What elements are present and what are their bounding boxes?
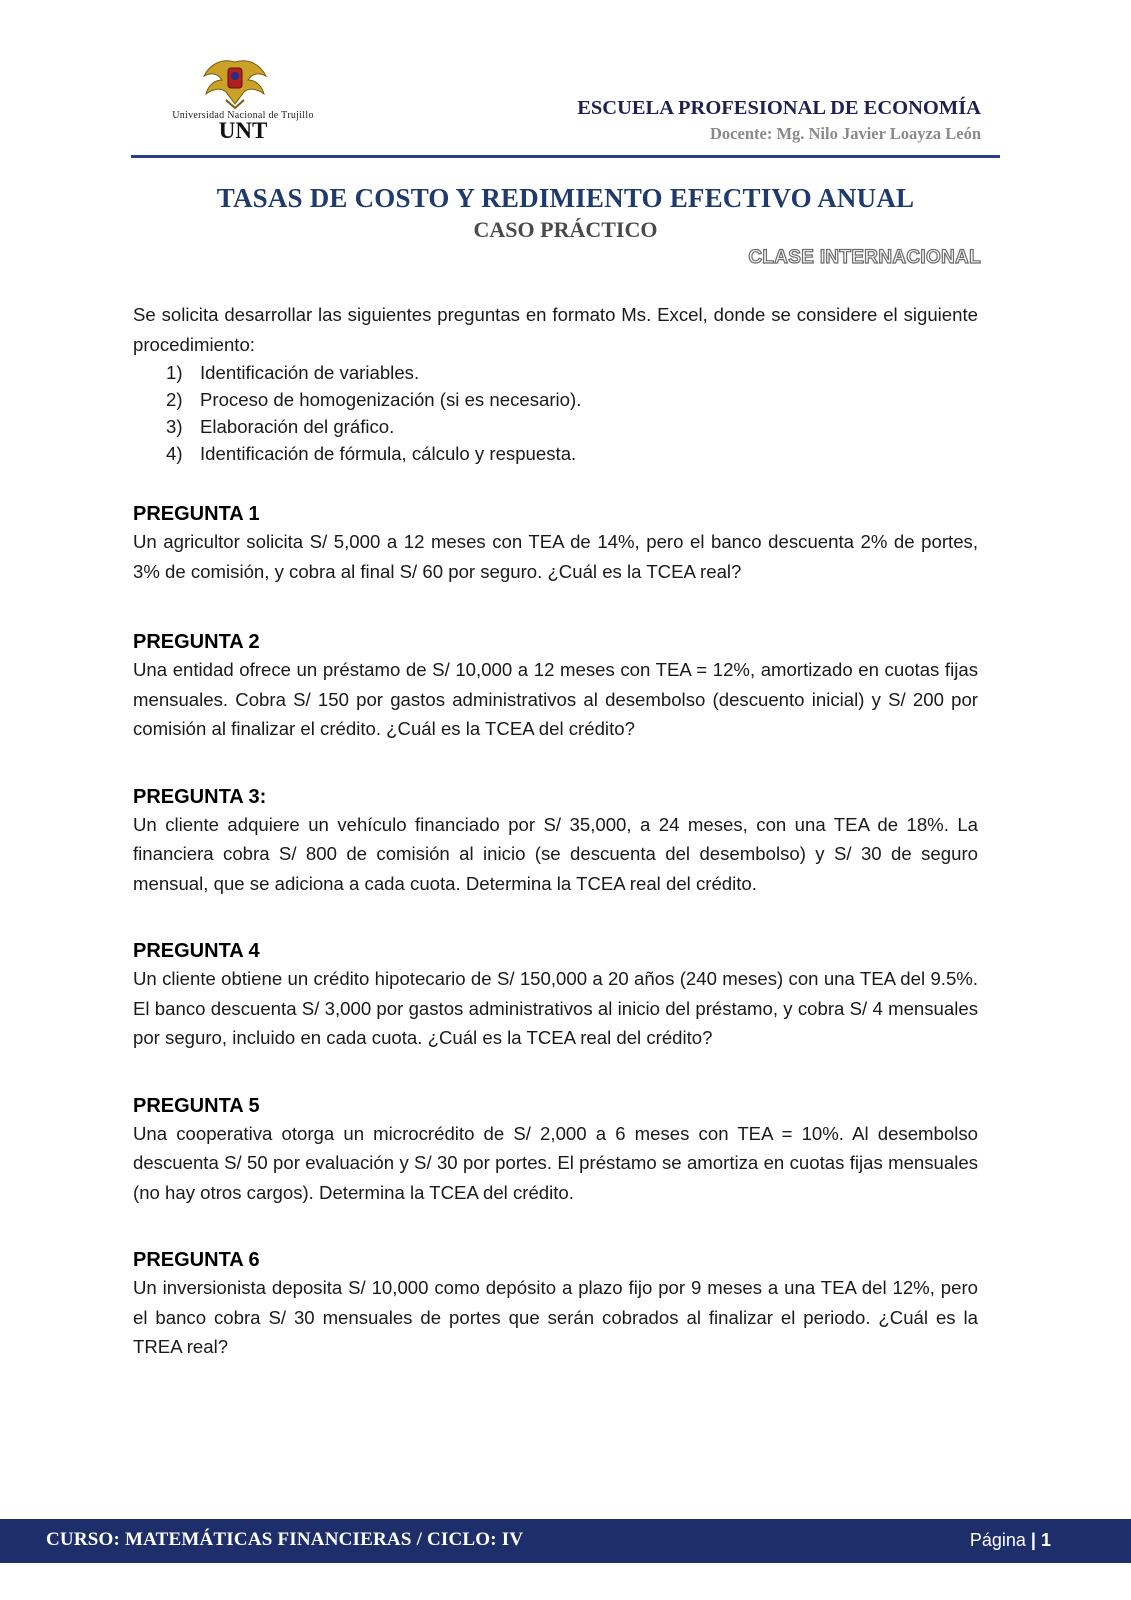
university-logo (148, 56, 338, 146)
procedure-step: 3) Elaboración del gráfico. (166, 416, 395, 437)
page-separator: | (1030, 1530, 1036, 1550)
question-4 (133, 938, 978, 1053)
class-badge: CLASE INTERNACIONAL (748, 247, 981, 268)
question-text: Un cliente adquiere un vehículo financiado por S/ 35,000, a 24 meses, con una TEA de 18%. La financiera cobra S/ 800 de comisión al inicio (se descuenta del desembolso) y S/ 30 de seguro mensual, que se adiciona a cada cuota. Determina la TCEA real del crédito. (133, 813, 978, 894)
page-footer (0, 1519, 1131, 1563)
question-text: Un agricultor solicita S/ 5,000 a 12 meses con TEA de 14%, pero el banco descuenta 2% de portes, 3% de comisión, y cobra al final S/ 60 por seguro. ¿Cuál es la TCEA real? (133, 531, 978, 582)
intro-paragraph: Se solicita desarrollar las siguientes preguntas en formato Ms. Excel, donde se considere el siguiente procedimiento: (133, 304, 978, 355)
page-title: TASAS DE COSTO Y REDIMIENTO EFECTIVO ANUAL (216, 183, 915, 213)
page-subtitle: CASO PRÁCTICO (473, 217, 658, 242)
procedure-step: 2) Proceso de homogenización (si es necesario). (166, 389, 582, 410)
question-text: Una entidad ofrece un préstamo de S/ 10,000 a 12 meses con TEA = 12%, amortizado en cuotas fijas mensuales. Cobra S/ 150 por gastos administrativos al desembolso (descuento inicial) y S/ 200 por comisión al finalizar el crédito. ¿Cuál es la TCEA del crédito? (133, 659, 978, 739)
question-title: PREGUNTA 5 (133, 1094, 260, 1117)
document-body (133, 300, 978, 1362)
question-1 (133, 501, 978, 586)
header-divider (131, 155, 1000, 158)
university-name: Universidad Nacional de Trujillo (172, 110, 314, 121)
question-title: PREGUNTA 4 (133, 940, 260, 962)
course-info: CURSO: MATEMÁTICAS FINANCIERAS / CICLO: IV (46, 1529, 524, 1550)
procedure-step: 1) Identificación de variables. (166, 362, 420, 383)
university-abbreviation: UNT (218, 118, 268, 143)
school-name: ESCUELA PROFESIONAL DE ECONOMÍA (577, 97, 981, 119)
page-label: Página (969, 1530, 1026, 1550)
question-title: PREGUNTA 1 (133, 503, 260, 525)
page-number (970, 1530, 1051, 1551)
question-title: PREGUNTA 3: (133, 785, 267, 808)
question-5 (133, 1093, 978, 1208)
question-2 (133, 629, 978, 744)
question-title: PREGUNTA 2 (133, 631, 260, 653)
question-text: Un cliente obtiene un crédito hipotecario de S/ 150,000 a 20 años (240 meses) con una TEA del 9.5%. El banco descuenta S/ 3,000 por gastos administrativos al inicio del préstamo, y cobra S/ 4 mensuales por seguro, incluido en cada cuota. ¿Cuál es la TCEA real del crédito? (133, 968, 978, 1048)
eagle-emblem-icon (200, 56, 270, 110)
page-number-value: 1 (1040, 1530, 1051, 1550)
procedure-step: 4) Identificación de fórmula, cálculo y respuesta. (166, 443, 577, 464)
question-text: Una cooperativa otorga un microcrédito de S/ 2,000 a 6 meses con TEA = 10%. Al desembolso descuenta S/ 50 por evaluación y S/ 30 por portes. El préstamo se amortiza en cuotas fijas mensuales (no hay otros cargos). Determina la TCEA del crédito. (133, 1122, 978, 1203)
teacher-name: Docente: Mg. Nilo Javier Loayza León (710, 124, 981, 143)
question-6 (133, 1247, 978, 1362)
question-3 (133, 784, 978, 899)
question-text: Un inversionista deposita S/ 10,000 como depósito a plazo fijo por 9 meses a una TEA del 12%, pero el banco cobra S/ 30 mensuales de portes que serán cobrados al finalizar el periodo. ¿Cuál es la TREA real? (133, 1277, 978, 1357)
procedure-list (166, 359, 978, 467)
question-title: PREGUNTA 6 (133, 1249, 260, 1271)
